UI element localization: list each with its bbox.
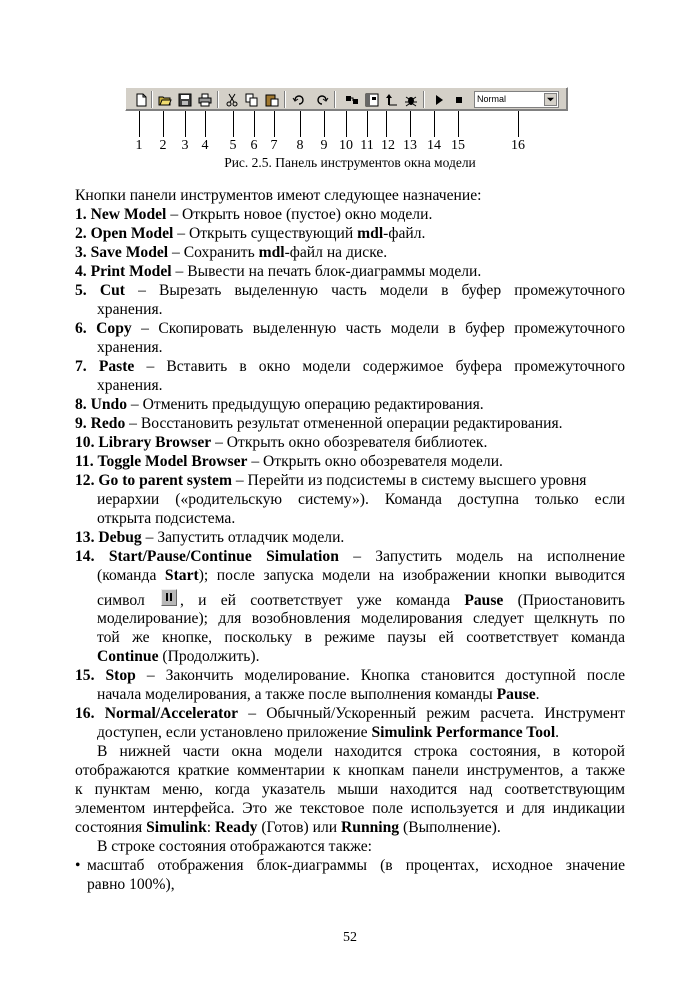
list-item: 12. Go to parent system – Перейти из подсистемы в систему высшего уровня bbox=[75, 472, 587, 489]
simulation-mode-select[interactable]: Normal bbox=[474, 91, 559, 108]
list-item: 7. Paste – Вставить в окно модели содержимое буфера промежуточного bbox=[75, 358, 625, 375]
figure-caption: Рис. 2.5. Панель инструментов окна модели bbox=[224, 155, 476, 170]
callout-number: 1 bbox=[135, 138, 143, 153]
callout-number: 12 bbox=[381, 138, 395, 153]
model-browser-icon[interactable] bbox=[363, 91, 380, 108]
redo-icon[interactable] bbox=[313, 91, 330, 108]
print-model-icon[interactable] bbox=[196, 91, 213, 108]
list-item: 2. Open Model – Открыть существующий mdl-файл. bbox=[75, 225, 426, 242]
list-item: 1. New Model – Открыть новое (пустое) окно модели. bbox=[75, 206, 433, 223]
chevron-down-icon[interactable] bbox=[544, 93, 557, 106]
cut-icon[interactable] bbox=[223, 91, 240, 108]
list-item: 16. Normal/Accelerator – Обычный/Ускоренный режим расчета. Инструмент bbox=[75, 705, 626, 722]
callout-number: 6 bbox=[250, 138, 258, 153]
paste-icon[interactable] bbox=[263, 91, 280, 108]
list-item: 5. Cut – Вырезать выделенную часть модели в буфер промежуточного bbox=[75, 282, 626, 299]
stop-simulation-icon[interactable] bbox=[450, 91, 467, 108]
callout-number: 7 bbox=[270, 138, 278, 153]
bullet-marker: • bbox=[75, 857, 81, 874]
callout-number: 5 bbox=[229, 138, 237, 153]
callout-number: 2 bbox=[159, 138, 167, 153]
list-item: 6. Copy – Скопировать выделенную часть модели в буфер промежуточного bbox=[75, 320, 625, 337]
save-model-icon[interactable] bbox=[176, 91, 193, 108]
callout-number: 15 bbox=[451, 138, 465, 153]
start-simulation-icon[interactable] bbox=[430, 91, 447, 108]
list-item: 10. Library Browser – Открыть окно обозревателя библиотек. bbox=[75, 434, 488, 451]
list-item: 9. Redo – Восстановить результат отмененной операции редактирования. bbox=[75, 415, 563, 432]
callout-number: 11 bbox=[360, 138, 374, 153]
callout-number: 4 bbox=[201, 138, 209, 153]
list-item: 4. Print Model – Вывести на печать блок-диаграммы модели. bbox=[75, 263, 482, 280]
pause-icon bbox=[161, 589, 177, 606]
open-model-icon[interactable] bbox=[156, 91, 173, 108]
callout-number: 16 bbox=[511, 138, 525, 153]
paragraph: В нижней части окна модели находится строка состояния, в которой bbox=[97, 743, 625, 760]
paragraph: В строке состояния отображаются также: bbox=[97, 838, 373, 855]
bullet-item: масштаб отображения блок-диаграммы (в процентах, исходное значение bbox=[87, 857, 625, 874]
list-item: 14. Start/Pause/Continue Simulation – Запустить модель на исполнение bbox=[75, 548, 625, 565]
undo-icon[interactable] bbox=[290, 91, 307, 108]
callout-number: 10 bbox=[339, 138, 353, 153]
library-browser-icon[interactable] bbox=[343, 91, 360, 108]
page-number: 52 bbox=[343, 930, 357, 945]
callout-number: 9 bbox=[320, 138, 328, 153]
new-model-icon[interactable] bbox=[132, 91, 149, 108]
debug-icon[interactable] bbox=[402, 91, 419, 108]
callout-leaders bbox=[0, 111, 700, 141]
callout-number: 13 bbox=[403, 138, 417, 153]
callout-number: 14 bbox=[427, 138, 441, 153]
intro-text: Кнопки панели инструментов имеют следующее назначение: bbox=[75, 187, 482, 204]
callout-number: 8 bbox=[296, 138, 304, 153]
list-item: 11. Toggle Model Browser – Открыть окно обозревателя модели. bbox=[75, 453, 503, 470]
model-toolbar bbox=[125, 87, 568, 111]
go-to-parent-icon[interactable] bbox=[383, 91, 400, 108]
copy-icon[interactable] bbox=[243, 91, 260, 108]
list-item: 8. Undo – Отменить предыдущую операцию редактирования. bbox=[75, 396, 484, 413]
list-item: 15. Stop – Закончить моделирование. Кнопка становится доступной после bbox=[75, 667, 625, 684]
callout-number: 3 bbox=[181, 138, 189, 153]
list-item: 3. Save Model – Сохранить mdl-файл на диске. bbox=[75, 244, 388, 261]
list-item: 13. Debug – Запустить отладчик модели. bbox=[75, 529, 345, 546]
